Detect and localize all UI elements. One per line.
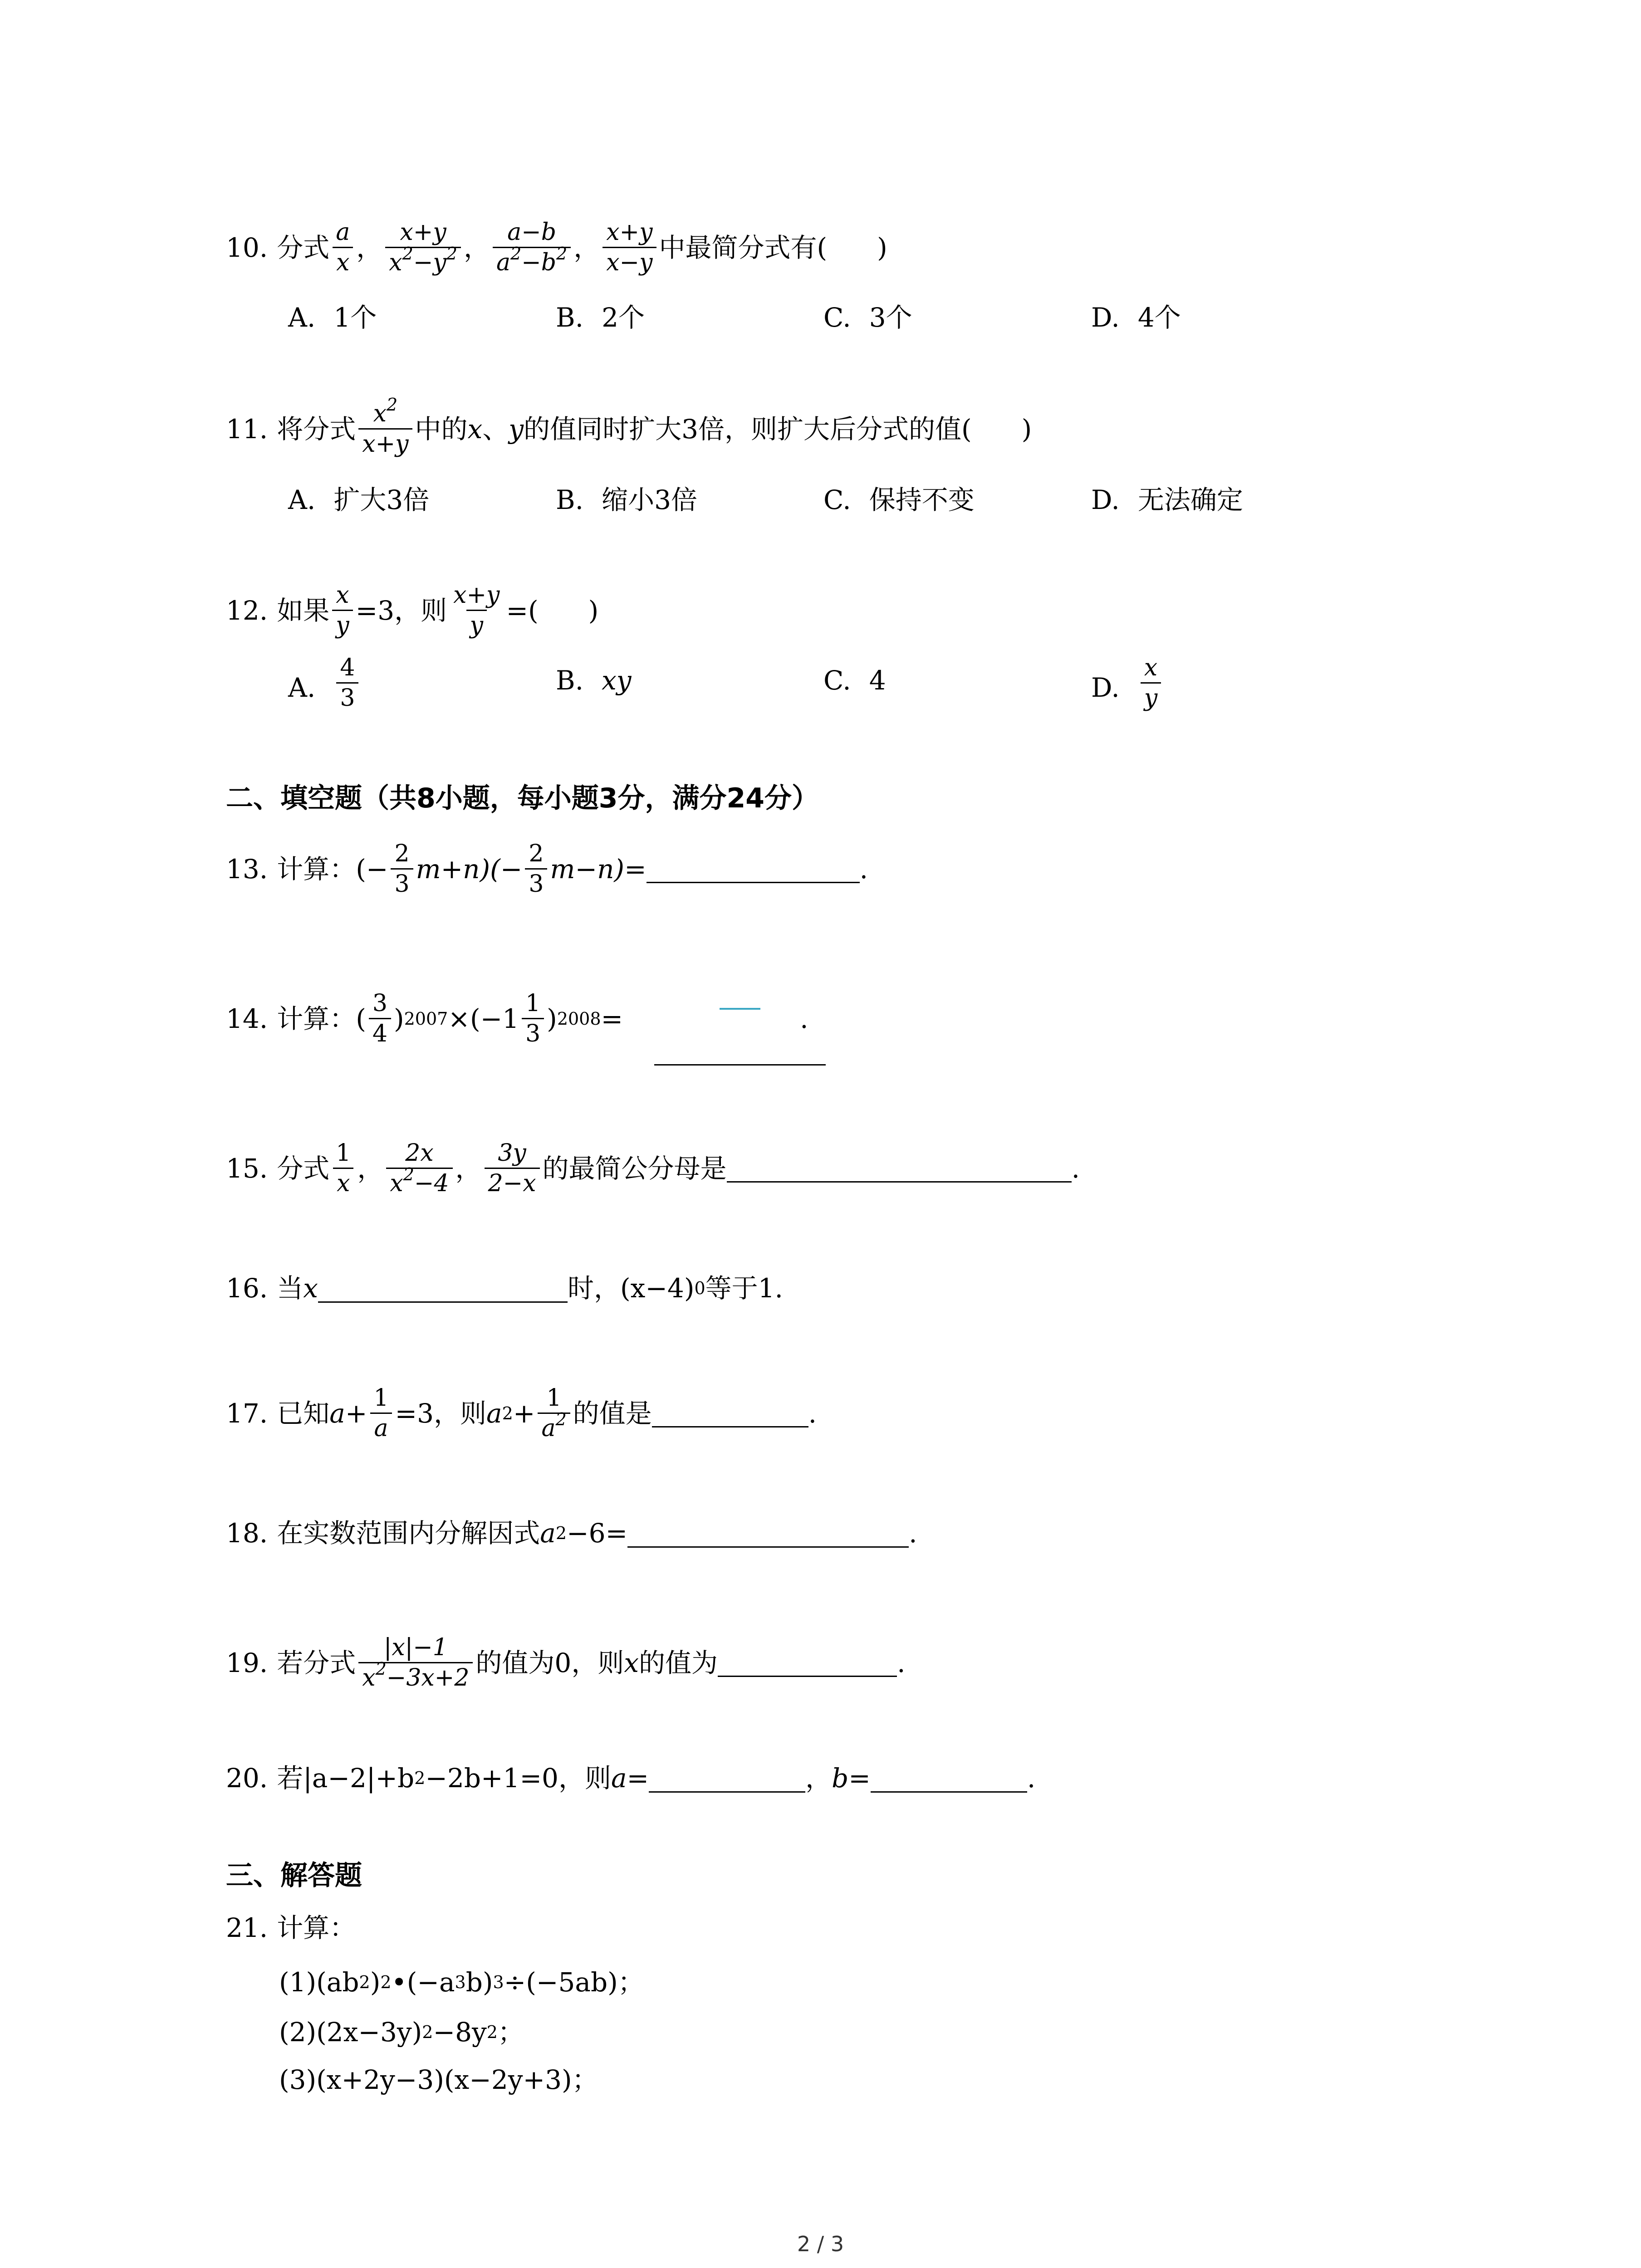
option-c[interactable]: C. 保持不变 xyxy=(823,484,975,515)
option-b[interactable]: B. 缩小3倍 xyxy=(556,484,697,515)
option-d[interactable]: D. $\frac{x}{y}$ xyxy=(1091,662,1164,713)
option-b[interactable]: B. xy xyxy=(556,665,632,696)
question-12: 12. 如果 $\frac{x}{y}$ =3，则 $\frac{x+y}{y}$ =( ) xyxy=(226,582,599,639)
fraction: $\frac{1}{a}$ xyxy=(370,1383,392,1443)
answer-blank[interactable] xyxy=(727,1154,1072,1183)
question-21-part-1: (1)(ab 2 ) 2 •(−a 3 b) 3 ÷(−5ab)； xyxy=(279,1967,644,1998)
option-b[interactable]: B. 2个 xyxy=(556,302,645,333)
answer-blank-a[interactable] xyxy=(649,1764,805,1793)
fraction: $\frac{x+y}{x-y}$ xyxy=(603,218,656,277)
option-a[interactable]: A. $\frac{4}{3}$ xyxy=(288,662,361,713)
option-c[interactable]: C. 4 xyxy=(823,665,886,696)
section-heading-2: 二、填空题（共8小题，每小题3分，满分24分） xyxy=(226,782,819,814)
fraction: $\frac{2}{3}$ xyxy=(391,839,413,899)
answer-blank[interactable] xyxy=(654,1064,826,1066)
page-number: 2 / 3 xyxy=(797,2232,844,2256)
answer-blank[interactable] xyxy=(627,1519,909,1548)
question-19: 19. 若分式 $\frac{|x|-1}{x^2-3x+2}$ 的值为0，则 x 的值为 . xyxy=(226,1634,906,1691)
option-c[interactable]: C. 3个 xyxy=(823,302,912,333)
option-d[interactable]: D. 无法确定 xyxy=(1091,484,1243,515)
question-18: 18. 在实数范围内分解因式 a 2 −6= . xyxy=(226,1518,917,1549)
question-20: 20. 若|a−2|+b 2 −2b+1=0，则 a= ， b= . xyxy=(226,1763,1036,1794)
fraction: $\frac{a}{x}$ xyxy=(332,218,353,277)
question-21: 21. 计算： xyxy=(226,1912,356,1943)
fraction: $\frac{x^2}{x+y}$ xyxy=(358,399,412,459)
fraction: $\frac{2x}{x^2-4}$ xyxy=(386,1139,452,1198)
section-heading-3: 三、解答题 xyxy=(226,1860,362,1892)
answer-blank[interactable] xyxy=(318,1274,568,1303)
question-text: 分式 xyxy=(277,232,330,263)
fraction: $\frac{1}{x}$ xyxy=(332,1139,354,1198)
question-21-part-3: (3)(x+2y−3)(x−2y+3)； xyxy=(279,2064,598,2095)
fraction: $\frac{|x|-1}{x^2-3x+2}$ xyxy=(358,1633,473,1692)
question-14: 14. 计算：( $\frac{3}{4}$ ) 2007 ×(−1 $\frac{1}{3}$ ) 2008 = . xyxy=(226,990,808,1047)
answer-blank[interactable] xyxy=(647,855,860,883)
question-21-part-2: (2)(2x−3y) 2 −8y 2 ； xyxy=(279,2017,524,2048)
fraction: $\frac{3}{4}$ xyxy=(369,989,391,1048)
question-11: 11. 将分式 $\frac{x^2}{x+y}$ 中的 x 、 y 的值同时扩大3倍，则扩大后分式的值( ) xyxy=(226,395,1032,458)
fraction: $\frac{x}{y}$ xyxy=(332,581,353,640)
fraction: $\frac{a-b}{a^2-b^2}$ xyxy=(493,218,571,277)
fraction: $\frac{3y}{2-x}$ xyxy=(485,1139,540,1198)
fraction: $\frac{2}{3}$ xyxy=(525,839,547,899)
option-d[interactable]: D. 4个 xyxy=(1091,302,1181,333)
question-17: 17. 已知 a+ $\frac{1}{a}$ =3，则 a 2 + $\frac{1}{a^2}$ 的值是 . xyxy=(226,1384,817,1442)
answer-blank-b[interactable] xyxy=(871,1764,1027,1793)
fraction: $\frac{x+y}{y}$ xyxy=(453,582,500,639)
question-number: 12. xyxy=(226,595,268,626)
question-13: 13. 计算：(− $\frac{2}{3}$ m+n)(− $\frac{2}{3}$ m−n)= . xyxy=(226,840,868,898)
question-number: 10. xyxy=(226,232,268,263)
option-a[interactable]: A. 扩大3倍 xyxy=(288,484,430,515)
answer-blank[interactable] xyxy=(718,1648,897,1677)
option-a[interactable]: A. 1个 xyxy=(288,302,377,333)
fraction: $\frac{1}{3}$ xyxy=(522,989,544,1048)
accent-mark xyxy=(720,1008,760,1010)
question-number: 11. xyxy=(226,413,268,445)
answer-blank[interactable] xyxy=(652,1399,808,1427)
question-10: 10. 分式 $\frac{a}{x}$ ， $\frac{x+y}{x^2-y^2}$ ， $\frac{a-b}{a^2-b^2}$ ， $\frac{x+y}{x-y}$ 中最简分式有( ) xyxy=(226,219,887,276)
question-15: 15. 分式 $\frac{1}{x}$ ， $\frac{2x}{x^2-4}$ ， $\frac{3y}{2-x}$ 的最简公分母是 . xyxy=(226,1139,1080,1197)
question-16: 16. 当 x 时，(x−4) 0 等于1. xyxy=(226,1273,783,1304)
fraction: $\frac{1}{a^2}$ xyxy=(538,1383,570,1443)
fraction: $\frac{x+y}{x^2-y^2}$ xyxy=(385,218,461,277)
